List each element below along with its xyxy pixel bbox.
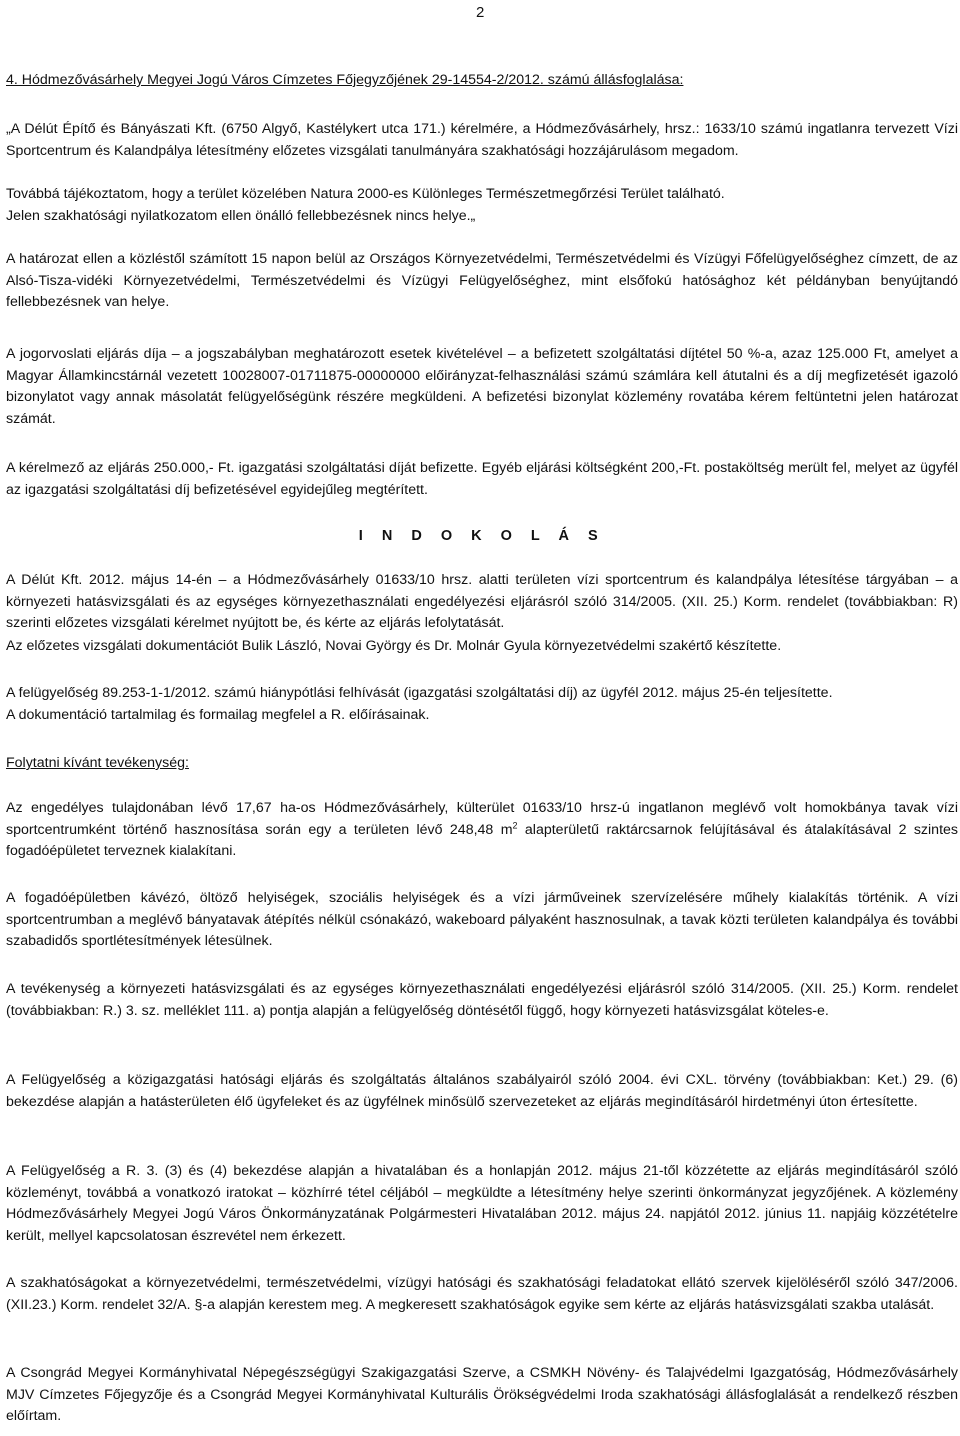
section-heading: 4. Hódmezővásárhely Megyei Jogú Város Címzetes Főjegyzőjének 29-14554-2/2012. számú állásfoglalása: [6, 72, 684, 88]
activity-paragraph-2: A fogadóépületben kávézó, öltöző helyiségek, szociális helyiségek és a vízi járműveinek szervízelésére műhely kialakítás történik. A vízi sportcentrumban a meglévő bányatavak átépítés nélkül csónakázó, wakeboard pályaként hasznosulnak, a tavak közti területen kalandpálya és további szabadidős sportlétesítmények létesülnek. [6, 890, 958, 949]
reasoning-paragraph-2: A felügyelőség 89.253-1-1/2012. számú hiánypótlási felhívását (igazgatási szolgáltatási díj) az ügyfél 2012. május 25-én teljesítette. [6, 685, 833, 701]
activity-paragraph-1 [6, 798, 958, 863]
activity-paragraph-1-text: Az engedélyes tulajdonában lévő 17,67 ha-os Hódmezővásárhely, külterület 01633/10 hrsz-ú ingatlanon meglévő volt homokbánya tavak vízi sportcentrumként történő hasznosítása során egy a területen lévő 248,48 m [6, 800, 958, 838]
reasoning-paragraph-1: A Délút Kft. 2012. május 14-én – a Hódmezővásárhely 01633/10 hrsz. alatti területen vízi sportcentrum és kalandpálya létesítése tárgyában – a környezeti hatásvizsgálati és az egységes környezethasználati engedélyezési eljárásról szóló 314/2005. (XII. 25.) Korm. rendelet (továbbiakban: R) szerinti előzetes vizsgálati kérelmet nyújtott be, és kérte az eljárás lefolytatását. [6, 572, 958, 631]
reasoning-title: I N D O K O L Á S [358, 528, 606, 544]
activity-paragraph-3: A tevékenység a környezeti hatásvizsgálati és az egységes környezethasználati engedélyezési eljárásról szóló 314/2005. (XII. 25.) Korm. rendelet (továbbiakban: R.) 3. sz. melléklet 111. a) pontja alapján a felügyelőség döntésétől függő, hogy környezeti hatásvizsgálat köteles-e. [6, 981, 958, 1019]
activity-paragraph-5: A Felügyelőség a R. 3. (3) és (4) bekezdése alapján a hivatalában és a honlapján 2012. május 21-től közzétette az eljárás megindításáról szóló közleményt, továbbá a vonatkozó iratokat – közhírré tétel céljából – megküldte a létesítmény helye szerinti önkormányzat jegyzőjének. A közlemény Hódmezővásárhely Megyei Jogú Város Önkormányzatának Polgármesteri Hivatalában 2012. május 24. napjától 2012. június 11. napjáig közzétételre került, mellyel kapcsolatosan észrevétel nem érkezett. [6, 1163, 958, 1244]
activity-paragraph-7: A Csongrád Megyei Kormányhivatal Népegészségügyi Szakigazgatási Szerve, a CSMKH Növény- és Talajvédelmi Igazgatóság, Hódmezővásárhely MJV Címzetes Főjegyzője és a Csongrád Megyei Kormányhivatal Kulturális Örökségvédelmi Iroda szakhatósági állásfoglalását a rendelkező részben előírtam. [6, 1365, 958, 1424]
activity-paragraph-4: A Felügyelőség a közigazgatási hatósági eljárás és szolgáltatás általános szabályairól szóló 2004. évi CXL. törvény (továbbiakban: Ket.) 29. (6) bekezdése alapján a hatásterületen élő ügyfeleket és az ügyfélnek minősülő szervezeteket az eljárás megindításáról hirdetményi úton értesítette. [6, 1072, 958, 1110]
activity-paragraph-6: A szakhatóságokat a környezetvédelmi, természetvédelmi, vízügyi hatósági és szakhatósági feladatokat ellátó szervek kijelöléséről szóló 347/2006. (XII.23.) Korm. rendelet 32/A. §-a alapján kerestem meg. A megkeresett szakhatóságok egyike sem kérte az eljárás hatásvizsgálati szakba utalását. [6, 1275, 958, 1313]
activity-paragraph-1-text-end: alapterületű raktárcsarnok felújításával és átalakításával 2 szintes fogadóépületet terveznek kialakítani. [6, 821, 958, 859]
reasoning-paragraph-2b: A dokumentáció tartalmilag és formailag megfelel a R. előírásainak. [6, 707, 430, 723]
activity-heading: Folytatni kívánt tevékenység: [6, 755, 189, 771]
quote-paragraph-3: Jelen szakhatósági nyilatkozatom ellen önálló fellebbezésnek nincs helye.„ [6, 208, 476, 224]
reasoning-paragraph-1b: Az előzetes vizsgálati dokumentációt Bulik László, Novai György és Dr. Molnár Gyula környezetvédelmi szakértő készítette. [6, 638, 782, 654]
quote-paragraph-2: Továbbá tájékoztatom, hogy a terület közelében Natura 2000-es Különleges Természetmegőrzési Terület található. [6, 186, 725, 202]
cost-paragraph: A kérelmező az eljárás 250.000,- Ft. igazgatási szolgáltatási díját befizette. Egyéb eljárási költségként 200,-Ft. postaköltség merült fel, melyet az ügyfél az igazgatási szolgáltatási díj befizetésével egyidejűleg megtérített. [6, 460, 958, 498]
appeal-paragraph: A határozat ellen a közléstől számított 15 napon belül az Országos Környezetvédelmi, Természetvédelmi és Vízügyi Főfelügyelőséghez címzett, de az Alsó-Tisza-vidéki Környezetvédelmi, Természetvédelmi és Vízügyi Felügyelőséghez, mint elsőfokú hatósághoz két példányban benyújtandó fellebbezésnek van helye. [6, 251, 958, 310]
superscript-2: 2 [512, 819, 518, 830]
fee-paragraph: A jogorvoslati eljárás díja – a jogszabályban meghatározott esetek kivételével – a befizetett szolgáltatási díjtétel 50 %-a, azaz 125.000 Ft, amelyet a Magyar Államkincstárnál vezetett 10028007-01711875-00000000 előirányzat-felhasználási számú számlára kell átutalni és a díj megfizetését igazoló bizonylatot vagy annak másolatát felügyelőségünk részére megküldeni. A befizetési bizonylat közlemény rovatába kérem feltüntetni jelen határozat számát. [6, 346, 958, 427]
quote-paragraph-1: „A Délút Építő és Bányászati Kft. (6750 Algyő, Kastélykert utca 171.) kérelmére, a Hódmezővásárhely, hrsz.: 1633/10 számú ingatlanra tervezett Vízi Sportcentrum és Kalandpálya létesítmény előzetes vizsgálati tanulmányára szakhatósági hozzájárulásom megadom. [6, 121, 958, 159]
page-number: 2 [476, 4, 485, 21]
